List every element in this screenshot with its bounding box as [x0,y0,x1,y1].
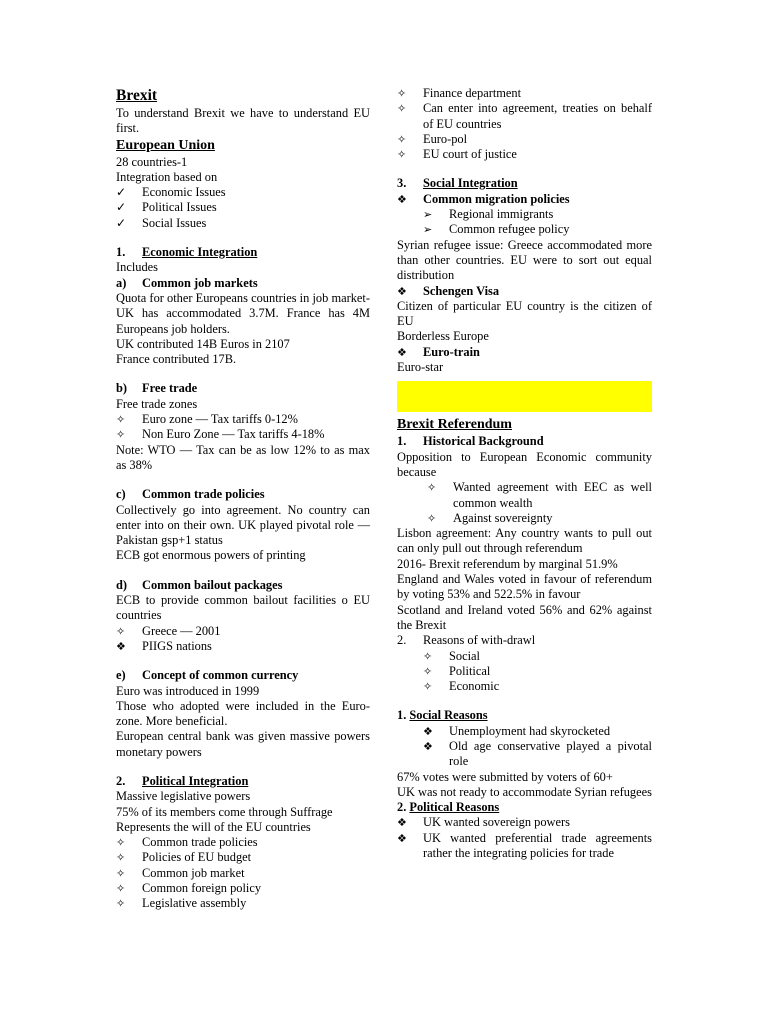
paragraph: Collectively go into agreement. No country can enter into on their own. UK played pivotal role — Pakistan gsp+1 status [116,502,370,548]
list-item: ❖ PIIGS nations [116,638,212,653]
list-item: ✧ Social [423,648,480,663]
paragraph: 75% of its members come through Suffrage [116,804,333,819]
list-item: ❖ UK wanted preferential trade agreements rather the integrating policies for trade [397,830,652,861]
right-column [397,86,652,861]
note-text: Note: WTO — Tax can be as low 12% to as max as 38% [116,442,370,472]
referendum-title: Brexit Referendum [397,417,512,433]
diamond-outline-icon: ✧ [397,102,407,116]
diamond-filled-icon: ❖ [423,739,433,753]
diamond-outline-icon: ✧ [397,132,407,146]
list-item: ❖ Old age conservative played a pivotal role [423,738,652,769]
paragraph: Those who adopted were included in the Euro-zone. More beneficial. [116,698,370,729]
list-item: ➢ Common refugee policy [423,222,570,237]
list-item: ✧ Euro-pol [397,131,468,146]
section-heading: 2. Political Integration [116,773,249,788]
paragraph: Euro-star [397,360,444,375]
paragraph: Euro was introduced in 1999 [116,683,260,698]
list-item: ✧ Against sovereignty [427,510,553,525]
list-item: ✧ Non Euro Zone — Tax tariffs 4-18% [116,427,325,442]
paragraph: Scotland and Ireland voted 56% and 62% against the Brexit [397,602,652,632]
diamond-outline-icon: ✧ [116,882,126,896]
subheading: d) Common bailout packages [116,577,283,592]
diamond-outline-icon: ✧ [116,624,126,638]
integration-based: Integration based on [116,169,218,184]
diamond-outline-icon: ✧ [116,413,126,427]
list-item: ✧ Economic [423,679,500,694]
check-icon: ✓ [116,185,127,200]
paragraph: 2016- Brexit referendum by marginal 51.9% [397,556,618,571]
check-icon: ✓ [116,200,127,215]
left-column [116,86,370,912]
diamond-outline-icon: ✧ [423,680,433,694]
list-item: ✧ Political [423,663,491,678]
paragraph: Free trade zones [116,396,198,411]
intro-text: To understand Brexit we have to understand EU first. [116,106,370,136]
section-heading: 1. Social Reasons [397,708,488,723]
diamond-outline-icon: ✧ [427,481,437,495]
list-item: 2. Reasons of with-drawl [397,633,536,648]
page-title: Brexit [116,87,158,104]
diamond-outline-icon: ✧ [116,897,126,911]
list-item: ❖ Common migration policies [397,191,570,206]
eu-count: 28 countries-1 [116,154,188,169]
paragraph: Lisbon agreement: Any country wants to pull out can only pull out through referendum [397,526,652,556]
list-item: ✧ Common foreign policy [116,881,262,896]
paragraph: 67% votes were submitted by voters of 60+ [397,769,613,784]
paragraph: UK was not ready to accommodate Syrian refugees [397,784,652,799]
paragraph: Borderless Europe [397,329,489,344]
diamond-outline-icon: ✧ [397,148,407,162]
list-item: ✧ Common job market [116,865,245,880]
list-item: ❖ Schengen Visa [397,283,500,298]
diamond-filled-icon: ❖ [397,816,407,830]
list-item: ✧ Wanted agreement with EEC as well common wealth [427,480,652,510]
section-heading: 1. Historical Background [397,434,544,449]
diamond-outline-icon: ✧ [423,649,433,663]
list-item: ✧ Policies of EU budget [116,850,252,865]
paragraph: England and Wales voted in favour of referendum by voting 53% and 522.5% in favour [397,572,652,602]
diamond-outline-icon: ✧ [116,851,126,865]
list-item: ✧ Finance department [397,86,522,100]
arrow-right-icon: ➢ [423,208,433,222]
subheading: e) Concept of common currency [116,668,299,683]
subheading: a) Common job markets [116,275,258,290]
diamond-filled-icon: ❖ [397,345,407,359]
list-item: ✧ Greece — 2001 [116,623,221,638]
diamond-filled-icon: ❖ [397,192,407,206]
paragraph: Massive legislative powers [116,789,251,804]
paragraph: UK contributed 14B Euros in 2107 [116,336,290,351]
paragraph: ECB to provide common bailout facilities o EU countries [116,593,370,623]
list-item: ✧ Common trade policies [116,835,258,850]
diamond-filled-icon: ❖ [116,639,126,653]
paragraph: ECB got enormous powers of printing [116,548,306,563]
paragraph: Represents the will of the EU countries [116,819,311,834]
paragraph: European central bank was given massive powers monetary powers [116,729,370,759]
diamond-outline-icon: ✧ [423,664,433,678]
diamond-outline-icon: ✧ [397,87,407,100]
diamond-outline-icon: ✧ [116,428,126,442]
diamond-outline-icon: ✧ [116,836,126,850]
list-item: ❖ Euro-train [397,344,480,359]
section-heading: 3. Social Integration [397,176,518,191]
diamond-filled-icon: ❖ [423,724,433,738]
arrow-right-icon: ➢ [423,223,433,237]
paragraph: France contributed 17B. [116,352,237,367]
list-item: ✓ Economic Issues [116,185,226,200]
list-item: ❖ Unemployment had skyrocketed [423,723,611,738]
section-heading: 2. Political Reasons [397,800,500,815]
includes-text: Includes [116,260,158,275]
paragraph: Citizen of particular EU country is the citizen of EU [397,298,652,329]
paragraph: Syrian refugee issue: Greece accommodated more than other countries. EU were to sort out equal distribution [397,237,652,283]
list-item: ✓ Political Issues [116,200,217,215]
diamond-filled-icon: ❖ [397,284,407,298]
section-heading: 1. Economic Integration [116,245,258,260]
list-item: ✓ Social Issues [116,215,207,230]
eu-heading: European Union [116,137,215,153]
diamond-outline-icon: ✧ [116,866,126,880]
list-item: ➢ Regional immigrants [423,207,554,222]
list-item: ✧ Can enter into agreement, treaties on behalf of EU countries [397,101,652,131]
list-item: ✧ EU court of justice [397,147,517,162]
list-item: ✧ Euro zone — Tax tariffs 0-12% [116,412,298,427]
diamond-filled-icon: ❖ [397,831,407,845]
diamond-outline-icon: ✧ [427,511,437,525]
check-icon: ✓ [116,215,127,230]
highlight-bar [397,381,652,412]
paragraph: Quota for other Europeans countries in job market- UK has accommodated 3.7M. France has 4M Europeans job holders. [116,290,370,336]
paragraph: Opposition to European Economic community because [397,449,652,479]
list-item: ✧ Legislative assembly [116,896,247,911]
subheading: b) Free trade [116,381,198,396]
subheading: c) Common trade policies [116,487,265,502]
list-item: ❖ UK wanted sovereign powers [397,815,570,830]
